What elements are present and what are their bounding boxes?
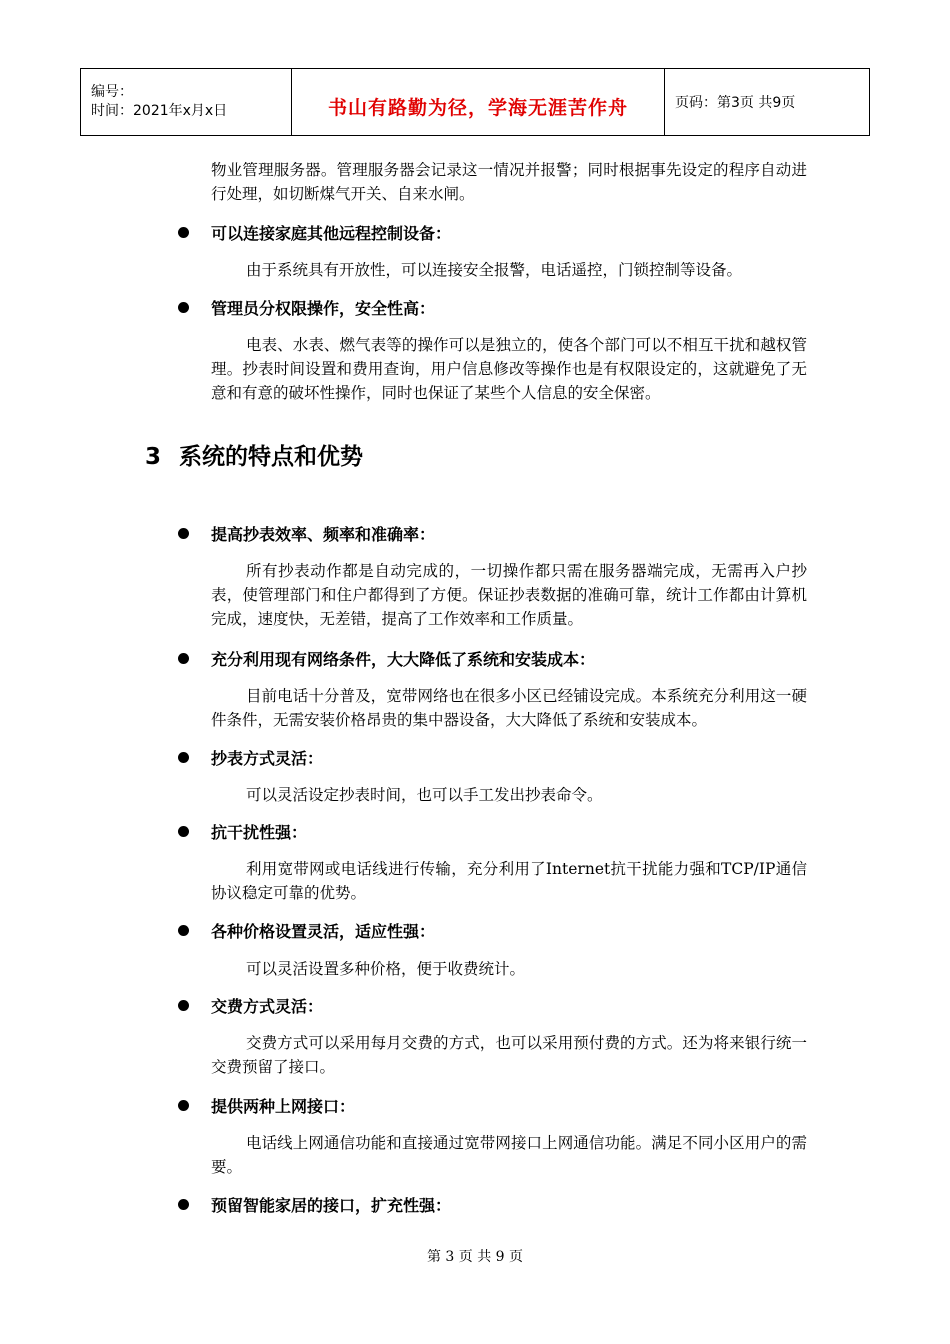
section-heading xyxy=(145,438,363,471)
bullet-heading xyxy=(178,1194,451,1218)
bullet-title: 提高抄表效率、频率和准确率： xyxy=(211,525,436,544)
bullet-icon xyxy=(178,227,189,238)
bullet-paragraph: 所有抄表动作都是自动完成的，一切操作都只需在服务器端完成，无需再入户抄表，使管理部门和住户都得到了方便。保证抄表数据的准确可靠，统计工作都由计算机完成，速度快，无差错，提高了工作效率和工作质量。 xyxy=(211,562,807,628)
bullet-paragraph: 电表、水表、燃气表等的操作可以是独立的，使各个部门可以不相互干扰和越权管理。抄表时间设置和费用查询，用户信息修改等操作也是有权限设定的，这就避免了无意和有意的破坏性操作，同时也保证了某些个人信息的安全保密。 xyxy=(211,336,807,402)
bullet-title: 可以连接家庭其他远程控制设备： xyxy=(211,224,452,243)
bullet-paragraph: 可以灵活设置多种价格，便于收费统计。 xyxy=(246,960,526,978)
bullet-title: 管理员分权限操作，安全性高： xyxy=(211,299,436,318)
header-table xyxy=(80,68,870,136)
bullet-heading xyxy=(178,523,435,547)
bullet-icon xyxy=(178,528,189,539)
header-motto: 书山有路勤为径，学海无涯苦作舟 xyxy=(292,69,665,136)
bullet-heading xyxy=(178,1095,355,1119)
bullet-heading xyxy=(178,648,595,672)
bullet-paragraph: 交费方式可以采用每月交费的方式，也可以采用预付费的方式。还为将来银行统一交费预留了接口。 xyxy=(211,1034,807,1076)
bullet-heading xyxy=(178,222,451,246)
bullet-heading xyxy=(178,920,435,944)
bullet-heading xyxy=(178,821,307,845)
bullet-paragraph: 由于系统具有开放性，可以连接安全报警，电话遥控，门锁控制等设备。 xyxy=(246,261,743,279)
document-number-label: 编号： xyxy=(91,84,133,100)
bullet-icon xyxy=(178,826,189,837)
bullet-title: 各种价格设置灵活，适应性强： xyxy=(211,922,436,941)
page-footer: 第 3 页 共 9 页 xyxy=(426,1249,524,1265)
bullet-title: 抄表方式灵活： xyxy=(211,749,324,768)
bullet-icon xyxy=(178,1199,189,1210)
section-title: 系统的特点和优势 xyxy=(179,444,364,470)
header-meta xyxy=(81,69,292,136)
bullet-paragraph: 电话线上网通信功能和直接通过宽带网接口上网通信功能。满足不同小区用户的需要。 xyxy=(211,1134,807,1176)
bullet-icon xyxy=(178,302,189,313)
bullet-title: 预留智能家居的接口，扩充性强： xyxy=(211,1196,452,1215)
intro-paragraph: 物业管理服务器。管理服务器会记录这一情况并报警；同时根据事先设定的程序自动进行处理，如切断煤气开关、自来水闸。 xyxy=(211,161,807,203)
bullet-icon xyxy=(178,1100,189,1111)
bullet-paragraph: 利用宽带网或电话线进行传输，充分利用了Internet抗干扰能力强和TCP/IP通信协议稳定可靠的优势。 xyxy=(211,860,807,902)
bullet-paragraph: 目前电话十分普及，宽带网络也在很多小区已经铺设完成。本系统充分利用这一硬件条件，无需安装价格昂贵的集中器设备，大大降低了系统和安装成本。 xyxy=(211,687,807,729)
bullet-heading xyxy=(178,995,323,1019)
bullet-heading xyxy=(178,747,323,771)
bullet-icon xyxy=(178,653,189,664)
bullet-title: 交费方式灵活： xyxy=(211,997,324,1016)
bullet-paragraph: 可以灵活设定抄表时间，也可以手工发出抄表命令。 xyxy=(246,786,603,804)
header-page-label: 页码：第3页 共9页 xyxy=(665,69,870,136)
document-time-label: 时间：2021年x月x日 xyxy=(91,103,228,119)
bullet-heading xyxy=(178,297,435,321)
bullet-icon xyxy=(178,1000,189,1011)
bullet-icon xyxy=(178,752,189,763)
bullet-title: 充分利用现有网络条件，大大降低了系统和安装成本： xyxy=(211,650,596,669)
bullet-icon xyxy=(178,925,189,936)
bullet-title: 提供两种上网接口： xyxy=(211,1097,356,1116)
bullet-title: 抗干扰性强： xyxy=(211,823,308,842)
section-number: 3 xyxy=(145,444,162,470)
